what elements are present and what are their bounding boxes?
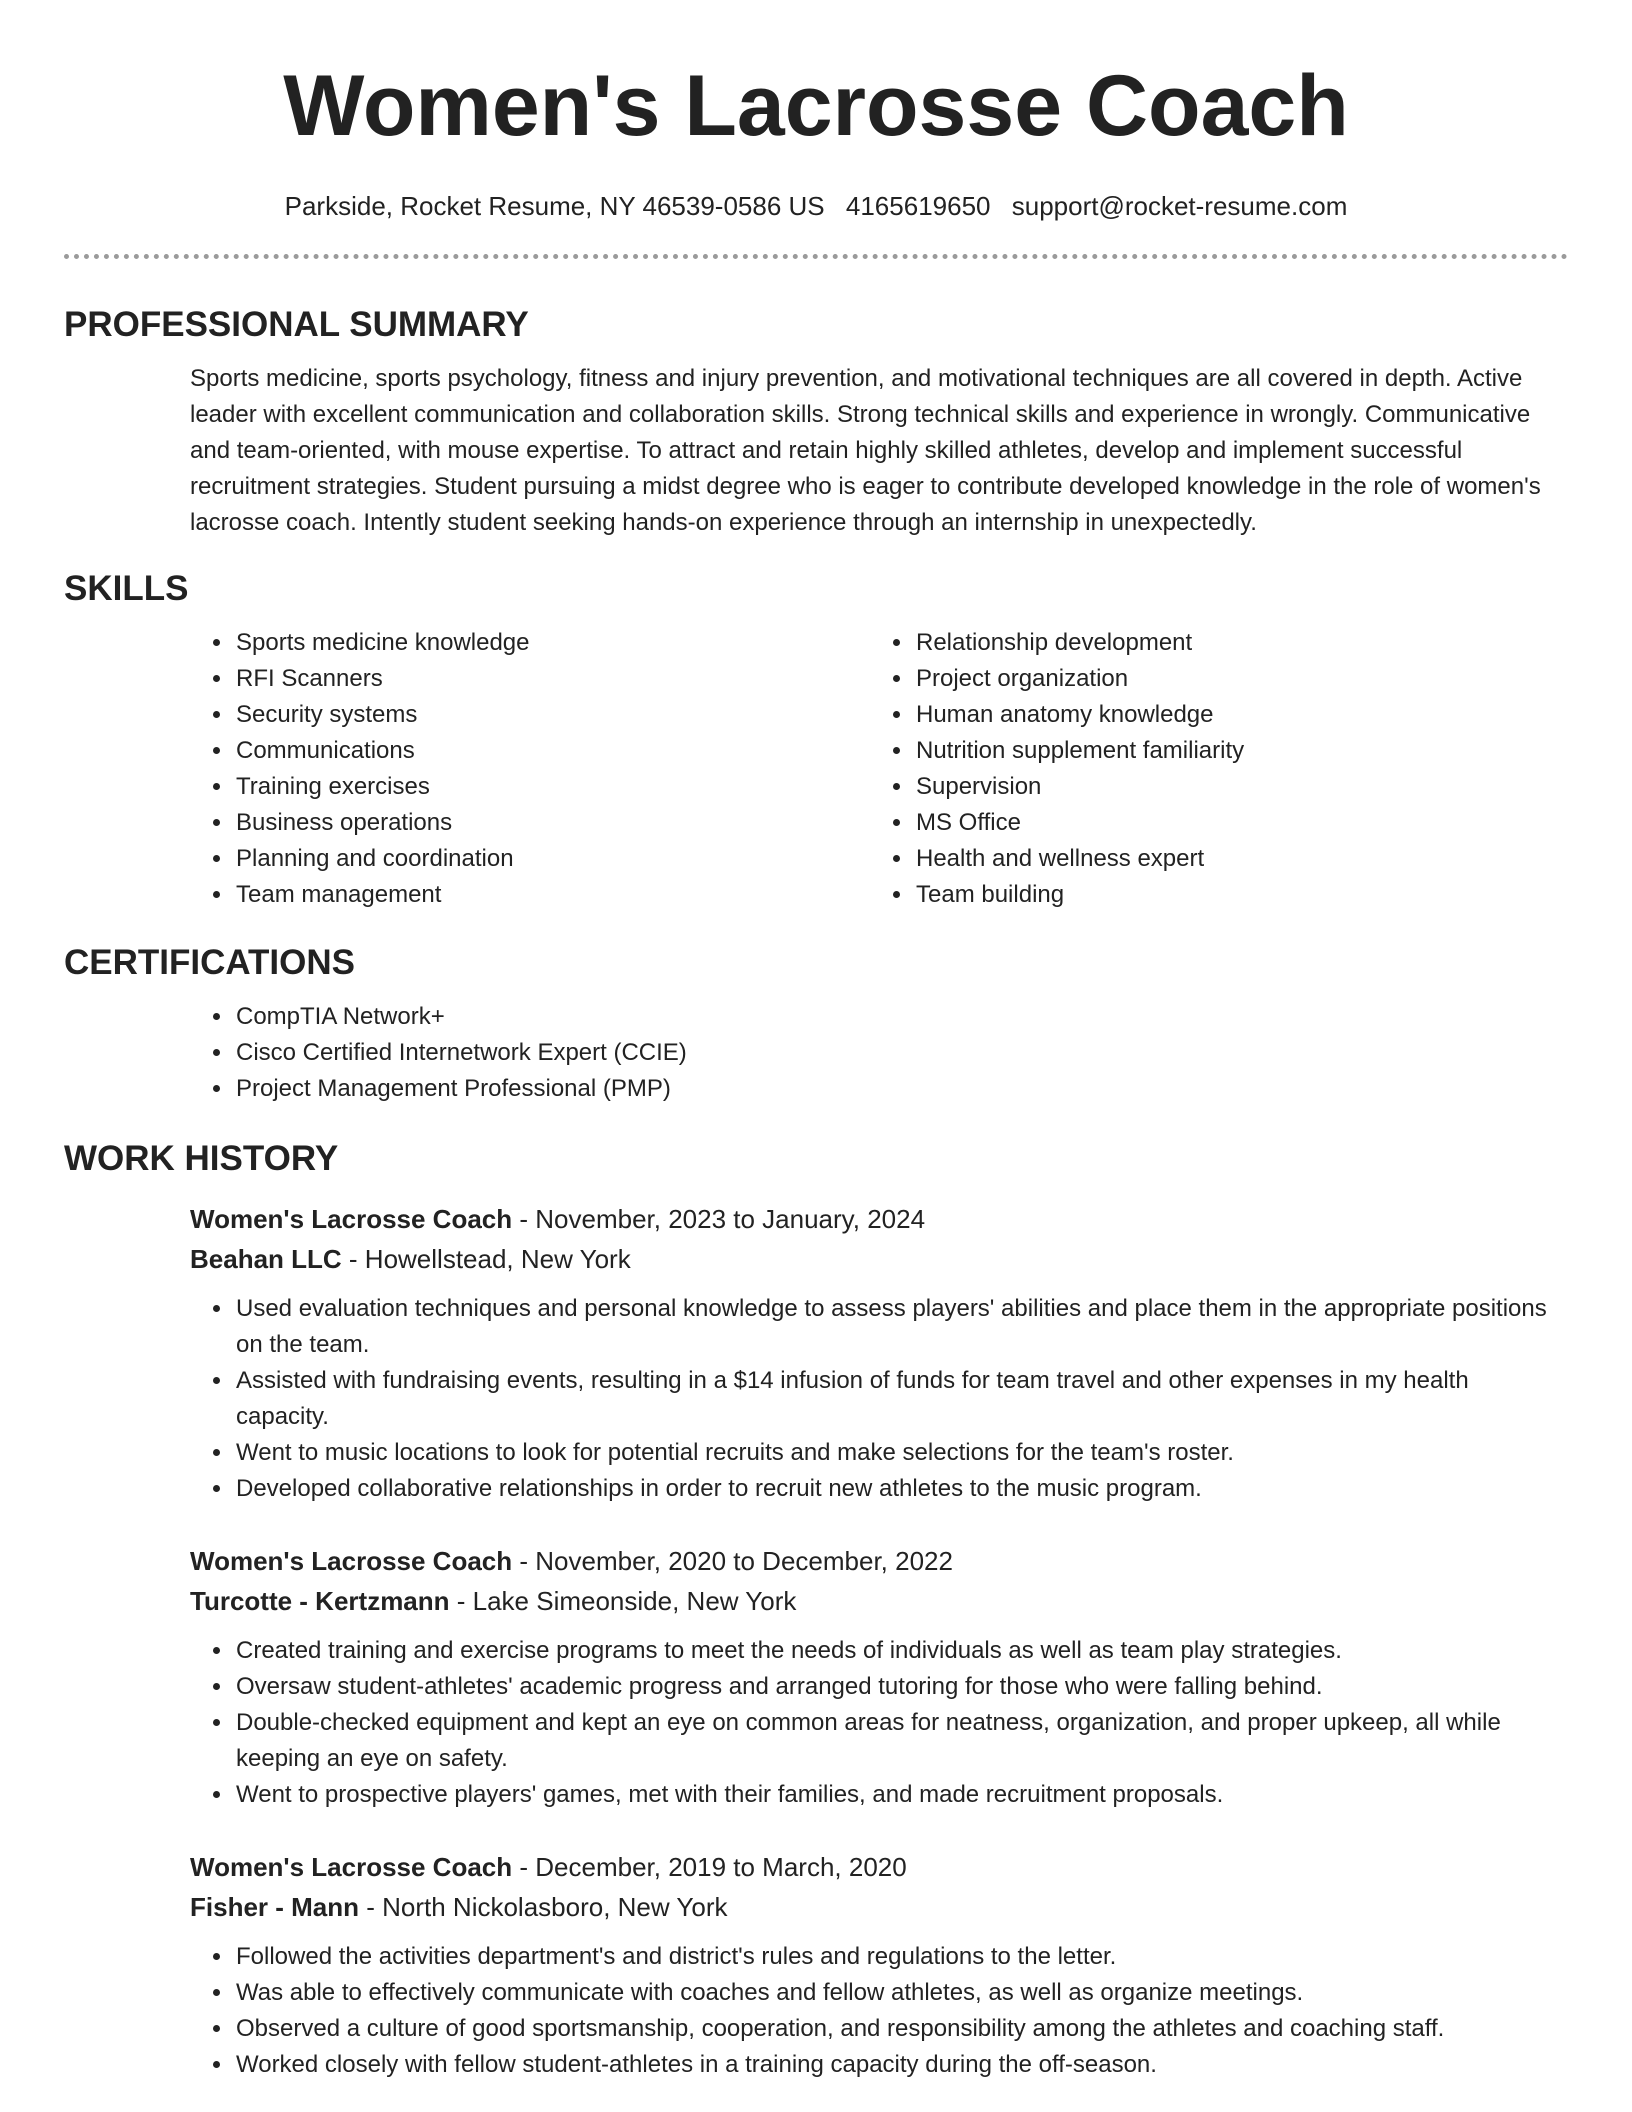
skill-item: • Relationship development	[914, 625, 1244, 661]
skill-item: • Human anatomy knowledge	[914, 697, 1244, 733]
job-location: - Lake Simeonside, New York	[449, 1586, 797, 1616]
job-bullet: • Assisted with fundraising events, resulting in a $14 infusion of funds for team travel and other expenses in my health capacity.	[234, 1363, 1568, 1435]
skill-item: • Team building	[914, 877, 1244, 913]
job-role: Women's Lacrosse Coach	[190, 1852, 513, 1882]
job-bullet: • Followed the activities department's and district's rules and regulations to the letter.	[234, 1939, 1568, 1975]
job-bullet: • Was able to effectively communicate with coaches and fellow athletes, as well as organize meetings.	[234, 1975, 1568, 2011]
section-title-work-history: WORK HISTORY	[64, 1139, 339, 1178]
certification-item: • Cisco Certified Internetwork Expert (CCIE)	[234, 1035, 1568, 1071]
section-title-skills: SKILLS	[64, 569, 189, 608]
skill-item: • Security systems	[234, 697, 744, 733]
skills-grid	[64, 625, 1568, 913]
certification-item: • Project Management Professional (PMP)	[234, 1071, 1568, 1107]
job-bullets	[234, 1939, 1568, 2083]
skill-item: • Nutrition supplement familiarity	[914, 733, 1244, 769]
job-location: - North Nickolasboro, New York	[359, 1892, 728, 1922]
skill-item: • Health and wellness expert	[914, 841, 1244, 877]
skill-item: • MS Office	[914, 805, 1244, 841]
job-title-line	[190, 1847, 1568, 1887]
job-dates: - November, 2020 to December, 2022	[512, 1546, 953, 1576]
skill-item: • Business operations	[234, 805, 744, 841]
job-company: Turcotte - Kertzmann	[190, 1586, 450, 1616]
resume-name-heading: Women's Lacrosse Coach	[283, 58, 1349, 154]
contact-address: Parkside, Rocket Resume, NY 46539-0586 US	[284, 191, 825, 221]
skill-item: • Team management	[234, 877, 744, 913]
job-role: Women's Lacrosse Coach	[190, 1204, 513, 1234]
skill-item: • Project organization	[914, 661, 1244, 697]
job-entry	[190, 1199, 1568, 1507]
contact-email: support@rocket-resume.com	[1011, 191, 1348, 221]
section-professional-summary	[64, 303, 1568, 541]
job-dates: - December, 2019 to March, 2020	[512, 1852, 907, 1882]
job-bullet: • Observed a culture of good sportsmanship, cooperation, and responsibility among the athletes and coaching staff.	[234, 2011, 1568, 2047]
job-entry	[190, 1541, 1568, 1813]
certifications-list	[234, 999, 1568, 1107]
job-company-line	[190, 1581, 1568, 1621]
job-company: Beahan LLC	[190, 1244, 342, 1274]
skill-item: • Supervision	[914, 769, 1244, 805]
job-dates: - November, 2023 to January, 2024	[512, 1204, 926, 1234]
section-work-history	[64, 1137, 1568, 2083]
job-role: Women's Lacrosse Coach	[190, 1546, 513, 1576]
job-bullet: • Worked closely with fellow student-athletes in a training capacity during the off-season.	[234, 2047, 1568, 2083]
skills-list-left	[234, 625, 744, 913]
job-bullet: • Double-checked equipment and kept an eye on common areas for neatness, organization, and proper upkeep, all while keeping an eye on safety.	[234, 1705, 1568, 1777]
section-title-certifications: CERTIFICATIONS	[64, 943, 356, 982]
skill-item: • Planning and coordination	[234, 841, 744, 877]
job-bullet: • Went to prospective players' games, met with their families, and made recruitment proposals.	[234, 1777, 1568, 1813]
skills-list-right	[914, 625, 1244, 913]
section-title-summary: PROFESSIONAL SUMMARY	[64, 305, 529, 344]
job-title-line	[190, 1199, 1568, 1239]
job-company-line	[190, 1239, 1568, 1279]
job-bullet: • Oversaw student-athletes' academic progress and arranged tutoring for those who were falling behind.	[234, 1669, 1568, 1705]
section-skills	[64, 567, 1568, 913]
job-company-line	[190, 1887, 1568, 1927]
skill-item: • Training exercises	[234, 769, 744, 805]
job-bullet: • Created training and exercise programs to meet the needs of individuals as well as team play strategies.	[234, 1633, 1568, 1669]
contact-line	[64, 190, 1568, 222]
dotted-divider	[64, 254, 1568, 259]
skill-item: • Communications	[234, 733, 744, 769]
job-company: Fisher - Mann	[190, 1892, 360, 1922]
job-bullet: • Went to music locations to look for potential recruits and make selections for the team's roster.	[234, 1435, 1568, 1471]
job-bullets	[234, 1291, 1568, 1507]
job-bullet: • Developed collaborative relationships in order to recruit new athletes to the music program.	[234, 1471, 1568, 1507]
job-bullets	[234, 1633, 1568, 1813]
summary-paragraph: Sports medicine, sports psychology, fitness and injury prevention, and motivational techniques are all covered in depth. Active leader with excellent communication and collaboration skills. Strong technical skills and experience in wrongly. Communicative and team-oriented, with mouse expertise. To attract and retain highly skilled athletes, develop and implement successful recruitment strategies. Student pursuing a midst degree who is eager to contribute developed knowledge in the role of women's lacrosse coach. Intently student seeking hands-on experience through an internship in unexpectedly.	[190, 365, 1541, 536]
skill-item: • Sports medicine knowledge	[234, 625, 744, 661]
job-entry	[190, 1847, 1568, 2083]
job-bullet: • Used evaluation techniques and personal knowledge to assess players' abilities and place them in the appropriate positions on the team.	[234, 1291, 1568, 1363]
skill-item: • RFI Scanners	[234, 661, 744, 697]
section-certifications	[64, 941, 1568, 1107]
contact-phone: 4165619650	[845, 191, 991, 221]
job-location: - Howellstead, New York	[341, 1244, 631, 1274]
certification-item: • CompTIA Network+	[234, 999, 1568, 1035]
job-title-line	[190, 1541, 1568, 1581]
